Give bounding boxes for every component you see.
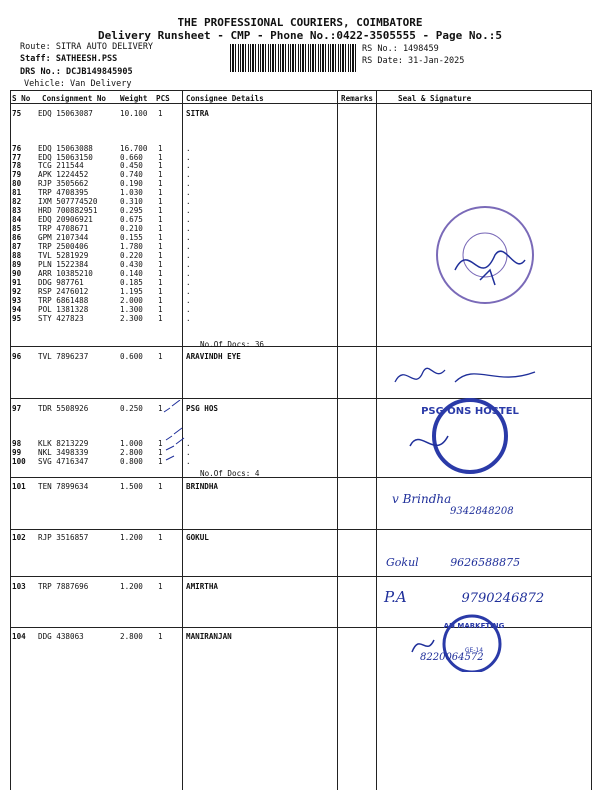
row-98-pcs: 1 <box>158 439 163 448</box>
row-85-sno: 85 <box>12 224 22 233</box>
row-83-wt: 0.295 <box>120 206 143 215</box>
row-89-pcs: 1 <box>158 260 163 269</box>
row-99-pcs: 1 <box>158 448 163 457</box>
staff-label: Staff: SATHEESH.PSS <box>20 54 118 64</box>
psg-hostel-stamp <box>400 396 540 476</box>
row-75-cn: EDQ 15063087 <box>38 109 93 118</box>
row-103-wt: 1.200 <box>120 582 143 591</box>
row-100-sno: 100 <box>12 457 26 466</box>
row-102-sno: 102 <box>12 533 26 542</box>
row-97-consignee: PSG HOS <box>186 404 219 413</box>
row-102-wt: 1.200 <box>120 533 143 542</box>
row-78-pcs: 1 <box>158 161 163 170</box>
row-84-sno: 84 <box>12 215 22 224</box>
row-78-consignee: . <box>186 161 191 170</box>
doc-count-psg: No.Of Docs: 4 <box>200 469 260 478</box>
row-92-cn: RSP 2476012 <box>38 287 89 296</box>
row-77-cn: EDQ 15063150 <box>38 153 93 162</box>
row-92-pcs: 1 <box>158 287 163 296</box>
col-consignee: Consignee Details <box>186 94 264 103</box>
row-88-consignee: . <box>186 251 191 260</box>
row-75-sno: 75 <box>12 109 22 118</box>
row-88-sno: 88 <box>12 251 22 260</box>
row-97-cn: TDR 5508926 <box>38 404 89 413</box>
row-81-wt: 1.030 <box>120 188 143 197</box>
row-79-sno: 79 <box>12 170 22 179</box>
marketing-stamp-code: GE-14 <box>464 647 484 654</box>
row-93-sno: 93 <box>12 296 22 305</box>
row-91-consignee: . <box>186 278 191 287</box>
row-103-cn: TRP 7887696 <box>38 582 89 591</box>
row-94-consignee: . <box>186 305 191 314</box>
row-104-cn: DDG 438063 <box>38 632 84 641</box>
row-94-sno: 94 <box>12 305 22 314</box>
row-101-cn: TEN 7899634 <box>38 482 89 491</box>
row-101-sno: 101 <box>12 482 26 491</box>
row-79-wt: 0.740 <box>120 170 143 179</box>
gokul-phone: 9626588875 <box>450 556 521 569</box>
row-87-wt: 1.780 <box>120 242 143 251</box>
tick-marks <box>160 400 190 472</box>
row-85-wt: 0.210 <box>120 224 143 233</box>
row-88-wt: 0.220 <box>120 251 143 260</box>
drs-label: DRS No.: DCJB149845905 <box>20 67 133 77</box>
row-101-wt: 1.500 <box>120 482 143 491</box>
row-100-consignee: . <box>186 457 191 466</box>
row-82-wt: 0.310 <box>120 197 143 206</box>
company-title: THE PROFESSIONAL COURIERS, COIMBATORE <box>177 16 423 29</box>
row-95-consignee: . <box>186 314 191 323</box>
row-95-wt: 2.300 <box>120 314 143 323</box>
row-99-wt: 2.800 <box>120 448 143 457</box>
marketing-stamp <box>392 612 542 672</box>
row-101-pcs: 1 <box>158 482 163 491</box>
row-75-pcs: 1 <box>158 109 163 118</box>
row-89-cn: PLN 1522384 <box>38 260 89 269</box>
row-78-wt: 0.450 <box>120 161 143 170</box>
brindha-phone: 9342848208 <box>450 506 514 517</box>
row-79-consignee: . <box>186 170 191 179</box>
row-91-wt: 0.185 <box>120 278 143 287</box>
row-93-cn: TRP 6861488 <box>38 296 89 305</box>
row-94-pcs: 1 <box>158 305 163 314</box>
row-76-cn: EDQ 15063088 <box>38 144 93 153</box>
row-103-consignee: AMIRTHA <box>186 582 219 591</box>
row-86-sno: 86 <box>12 233 22 242</box>
row-97-pcs: 1 <box>158 404 163 413</box>
row-84-pcs: 1 <box>158 215 163 224</box>
row-91-pcs: 1 <box>158 278 163 287</box>
row-76-wt: 16.700 <box>120 144 148 153</box>
row-96-consignee: ARAVINDH EYE <box>186 352 241 361</box>
rs-date: RS Date: 31-Jan-2025 <box>362 56 465 66</box>
row-86-consignee: . <box>186 233 191 242</box>
row-89-consignee: . <box>186 260 191 269</box>
row-77-sno: 77 <box>12 153 22 162</box>
row-91-cn: DDG 987761 <box>38 278 84 287</box>
row-104-consignee: MANIRANJAN <box>186 632 232 641</box>
row-86-wt: 0.155 <box>120 233 143 242</box>
row-98-cn: KLK 8213229 <box>38 439 89 448</box>
row-96-wt: 0.600 <box>120 352 143 361</box>
row-85-consignee: . <box>186 224 191 233</box>
row-82-cn: IXM 507774520 <box>38 197 98 206</box>
aravindh-signature <box>385 352 545 396</box>
row-100-cn: SVG 4716347 <box>38 457 89 466</box>
row-88-pcs: 1 <box>158 251 163 260</box>
row-93-wt: 2.000 <box>120 296 143 305</box>
row-99-consignee: . <box>186 448 191 457</box>
row-87-cn: TRP 2500406 <box>38 242 89 251</box>
row-79-cn: APK 1224452 <box>38 170 89 179</box>
vehicle-label: Vehicle: Van Delivery <box>24 79 132 89</box>
row-90-consignee: . <box>186 269 191 278</box>
row-77-pcs: 1 <box>158 153 163 162</box>
row-99-cn: NKL 3498339 <box>38 448 89 457</box>
brindha-signature: v Brindha 9342848208 <box>392 492 514 517</box>
row-97-sno: 97 <box>12 404 22 413</box>
row-100-wt: 0.800 <box>120 457 143 466</box>
row-75-consignee: SITRA <box>186 109 209 118</box>
row-83-sno: 83 <box>12 206 22 215</box>
row-83-cn: HRD 700882951 <box>38 206 98 215</box>
row-85-pcs: 1 <box>158 224 163 233</box>
row-83-consignee: . <box>186 206 191 215</box>
doc-count-sitra: No.Of Docs: 36 <box>200 340 265 349</box>
marketing-stamp-text: AN MARKETING <box>443 622 505 630</box>
row-80-cn: RJP 3505662 <box>38 179 89 188</box>
row-100-pcs: 1 <box>158 457 163 466</box>
row-76-sno: 76 <box>12 144 22 153</box>
row-90-pcs: 1 <box>158 269 163 278</box>
row-91-sno: 91 <box>12 278 22 287</box>
row-95-sno: 95 <box>12 314 22 323</box>
row-77-wt: 0.660 <box>120 153 143 162</box>
row-80-sno: 80 <box>12 179 22 188</box>
row-92-sno: 92 <box>12 287 22 296</box>
col-seal-signature: Seal & Signature <box>398 94 472 103</box>
row-80-consignee: . <box>186 179 191 188</box>
row-87-consignee: . <box>186 242 191 251</box>
row-96-cn: TVL 7896237 <box>38 352 89 361</box>
row-86-pcs: 1 <box>158 233 163 242</box>
row-94-cn: POL 1381328 <box>38 305 89 314</box>
row-98-consignee: . <box>186 439 191 448</box>
row-84-consignee: . <box>186 215 191 224</box>
row-98-wt: 1.000 <box>120 439 143 448</box>
col-pcs: PCS <box>156 94 170 103</box>
row-82-pcs: 1 <box>158 197 163 206</box>
psg-stamp-text: PSG ONS HOSTEL <box>421 406 519 417</box>
row-82-sno: 82 <box>12 197 22 206</box>
amirtha-signature: P.A 9790246872 <box>384 588 545 606</box>
row-92-wt: 1.195 <box>120 287 143 296</box>
col-consignment: Consignment No <box>42 94 107 103</box>
row-86-cn: GPM 2107344 <box>38 233 89 242</box>
row-95-cn: STY 427823 <box>38 314 84 323</box>
row-104-wt: 2.800 <box>120 632 143 641</box>
row-102-consignee: GOKUL <box>186 533 209 542</box>
row-82-consignee: . <box>186 197 191 206</box>
maniranjan-phone: 8220064572 <box>420 652 484 663</box>
row-80-pcs: 1 <box>158 179 163 188</box>
row-80-wt: 0.190 <box>120 179 143 188</box>
barcode <box>230 44 358 72</box>
row-90-wt: 0.140 <box>120 269 143 278</box>
row-84-cn: EDQ 20906921 <box>38 215 93 224</box>
row-102-cn: RJP 3516857 <box>38 533 89 542</box>
row-85-cn: TRP 4708671 <box>38 224 89 233</box>
row-96-sno: 96 <box>12 352 22 361</box>
amirtha-phone: 9790246872 <box>461 591 545 606</box>
row-81-sno: 81 <box>12 188 22 197</box>
row-97-wt: 0.250 <box>120 404 143 413</box>
row-78-cn: TCG 211544 <box>38 161 84 170</box>
row-94-wt: 1.300 <box>120 305 143 314</box>
gokul-signature: Gokul 9626588875 <box>386 556 521 569</box>
route-label: Route: SITRA AUTO DELIVERY <box>20 42 154 52</box>
runsheet-subtitle: Delivery Runsheet - CMP - Phone No.:0422-3505555 - Page No.:5 <box>98 29 502 42</box>
row-101-consignee: BRINDHA <box>186 482 219 491</box>
row-75-wt: 10.100 <box>120 109 148 118</box>
row-96-pcs: 1 <box>158 352 163 361</box>
row-90-sno: 90 <box>12 269 22 278</box>
row-81-pcs: 1 <box>158 188 163 197</box>
row-83-pcs: 1 <box>158 206 163 215</box>
row-89-sno: 89 <box>12 260 22 269</box>
row-88-cn: TVL 5281929 <box>38 251 89 260</box>
row-102-pcs: 1 <box>158 533 163 542</box>
row-104-pcs: 1 <box>158 632 163 641</box>
row-84-wt: 0.675 <box>120 215 143 224</box>
row-89-wt: 0.430 <box>120 260 143 269</box>
row-87-sno: 87 <box>12 242 22 251</box>
row-77-consignee: . <box>186 153 191 162</box>
row-79-pcs: 1 <box>158 170 163 179</box>
row-103-sno: 103 <box>12 582 26 591</box>
row-87-pcs: 1 <box>158 242 163 251</box>
row-81-cn: TRP 4708395 <box>38 188 89 197</box>
sitra-stamp <box>425 200 545 310</box>
row-95-pcs: 1 <box>158 314 163 323</box>
row-103-pcs: 1 <box>158 582 163 591</box>
row-93-pcs: 1 <box>158 296 163 305</box>
col-remarks: Remarks <box>341 94 374 103</box>
rs-number: RS No.: 1498459 <box>362 44 439 54</box>
row-81-consignee: . <box>186 188 191 197</box>
row-90-cn: ARR 10385210 <box>38 269 93 278</box>
row-98-sno: 98 <box>12 439 22 448</box>
row-76-pcs: 1 <box>158 144 163 153</box>
row-99-sno: 99 <box>12 448 22 457</box>
row-93-consignee: . <box>186 296 191 305</box>
row-104-sno: 104 <box>12 632 26 641</box>
row-78-sno: 78 <box>12 161 22 170</box>
col-sno: S No <box>12 94 31 103</box>
row-92-consignee: . <box>186 287 191 296</box>
row-76-consignee: . <box>186 144 191 153</box>
col-weight: Weight <box>120 94 148 103</box>
